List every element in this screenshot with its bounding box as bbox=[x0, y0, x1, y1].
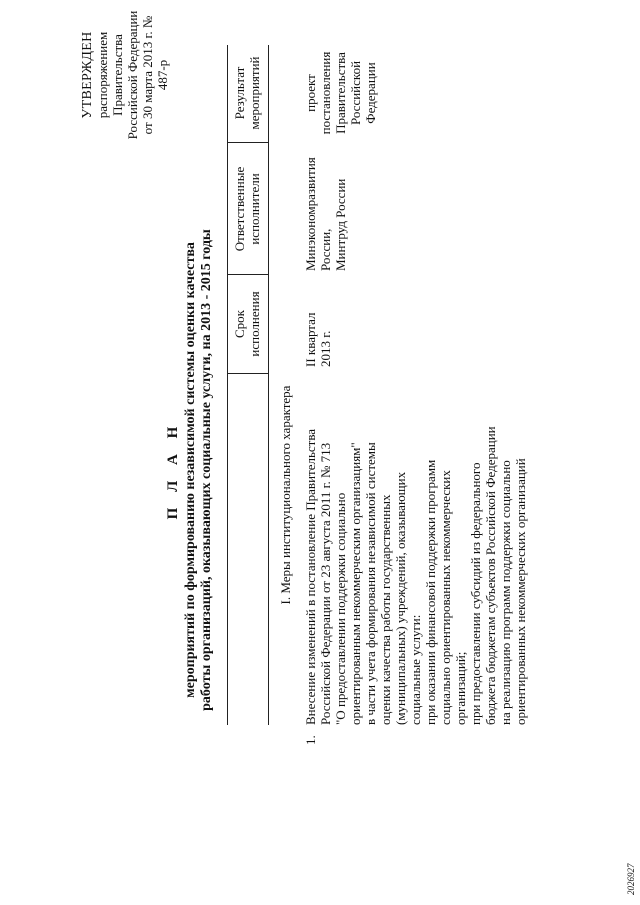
row-description-line: социальные услуги: bbox=[408, 614, 423, 725]
row-description-line: Российской Федерации от 23 августа 2011 г. № 713 bbox=[318, 442, 333, 725]
row-description-line: ориентированных некоммерческих организаций bbox=[513, 458, 528, 725]
row-term: II квартал 2013 г. bbox=[303, 312, 333, 367]
approval-line: распоряжением Правительства bbox=[95, 31, 125, 119]
row-description-line: (муниципальных) учреждений, оказывающих bbox=[393, 471, 408, 725]
approval-line: Российской Федерации bbox=[125, 10, 140, 140]
plan-title-line: мероприятий по формированию независимой системы оценки качества bbox=[183, 242, 198, 698]
plan-title-main: П Л А Н bbox=[165, 420, 181, 520]
column-divider bbox=[227, 142, 268, 143]
plan-title-line: работы организаций, оказывающих социальные услуги, на 2013 - 2015 годы bbox=[199, 229, 214, 711]
row-description-line: "О предоставлении поддержки социально bbox=[333, 492, 348, 725]
approval-stamp bbox=[80, 5, 170, 145]
row-description-line: на реализацию программ поддержки социально bbox=[498, 460, 513, 725]
table-top-border bbox=[227, 45, 228, 725]
row-description-line: при предоставлении субсидий из федерального bbox=[468, 462, 483, 725]
row-number: 1. bbox=[303, 735, 318, 745]
row-description-line: оценки качества работы государственных bbox=[378, 494, 393, 725]
document-id: 2026927 bbox=[626, 863, 636, 895]
approval-line: от 30 марта 2013 г. № 487-р bbox=[140, 15, 170, 135]
row-description-line: социально ориентированных некоммерческих bbox=[438, 470, 453, 725]
row-description-line: в части учета формирования независимой системы bbox=[363, 442, 378, 725]
approval-heading: УТВЕРЖДЕН bbox=[80, 31, 95, 119]
header-result: Результат мероприятий bbox=[232, 56, 262, 130]
section-title: I. Меры институционального характера bbox=[278, 385, 293, 605]
row-result: проект постановления Правительства Российской Федерации bbox=[303, 51, 378, 135]
row-description-line: при оказании финансовой поддержки программ bbox=[423, 459, 438, 725]
column-divider bbox=[227, 274, 268, 275]
row-description bbox=[303, 375, 528, 725]
header-term: Срок исполнения bbox=[232, 291, 262, 357]
row-description-line: организаций; bbox=[453, 651, 468, 725]
column-divider bbox=[227, 373, 268, 374]
row-responsible: Минэкономразвития России, Минтруд России bbox=[303, 157, 348, 271]
table-header-border bbox=[268, 45, 269, 725]
plan-title bbox=[165, 175, 215, 765]
header-responsible: Ответственные исполнители bbox=[232, 166, 262, 252]
row-description-line: ориентированным некоммерческим организациям" bbox=[348, 442, 363, 725]
row-description-line: Внесение изменений в постановление Правительства bbox=[303, 428, 318, 725]
row-description-line: бюджета бюджетам субъектов Российской Федерации bbox=[483, 426, 498, 725]
